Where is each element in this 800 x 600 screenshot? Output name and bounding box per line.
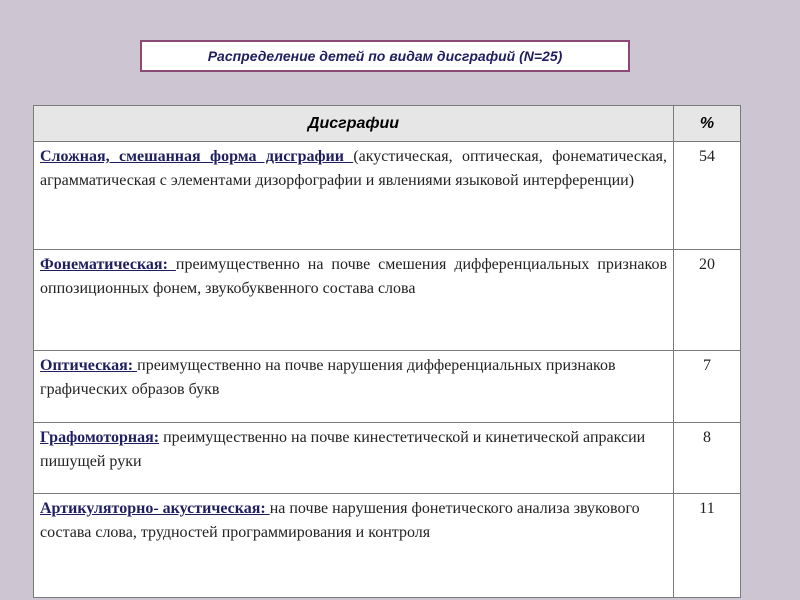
row-percent: 11 — [674, 494, 741, 598]
row-percent: 7 — [674, 351, 741, 423]
row-type-label: Сложная, смешанная форма дисграфии — [40, 148, 354, 165]
table-header-row — [34, 106, 741, 142]
row-description — [34, 423, 674, 494]
dysgraphia-table — [33, 105, 741, 598]
header-dysgraphia: Дисграфии — [34, 106, 674, 142]
table-row — [34, 423, 741, 494]
row-explanation: (акустическая, оптическая, фонематическая, аграмматическая с элементами дизорфографии и явлениями языковой интерференции) — [40, 148, 667, 189]
row-type-label: Артикуляторно- акустическая: — [40, 500, 270, 517]
row-percent: 8 — [674, 423, 741, 494]
row-explanation: преимущественно на почве нарушения дифференциальных признаков графических образов букв — [40, 357, 616, 398]
slide-title: Распределение детей по видам дисграфий (N=25) — [140, 40, 630, 72]
row-type-label: Фонематическая: — [40, 256, 176, 273]
row-explanation: преимущественно на почве смешения дифференциальных признаков оппозиционных фонем, звукобуквенного состава слова — [40, 256, 667, 297]
row-explanation: преимущественно на почве кинестетической и кинетической апраксии пишущей руки — [40, 429, 646, 470]
row-description — [34, 351, 674, 423]
table-row — [34, 142, 741, 250]
row-type-label: Оптическая: — [40, 357, 138, 374]
row-percent: 20 — [674, 250, 741, 351]
table-row — [34, 494, 741, 598]
header-percent: % — [674, 106, 741, 142]
table-row — [34, 250, 741, 351]
row-description — [34, 142, 674, 250]
row-description — [34, 250, 674, 351]
row-description — [34, 494, 674, 598]
row-explanation: на почве нарушения фонетического анализа звукового состава слова, трудностей программирования и контроля — [40, 500, 640, 541]
row-type-label: Графомоторная: — [40, 429, 160, 446]
table-row — [34, 351, 741, 423]
row-percent: 54 — [674, 142, 741, 250]
